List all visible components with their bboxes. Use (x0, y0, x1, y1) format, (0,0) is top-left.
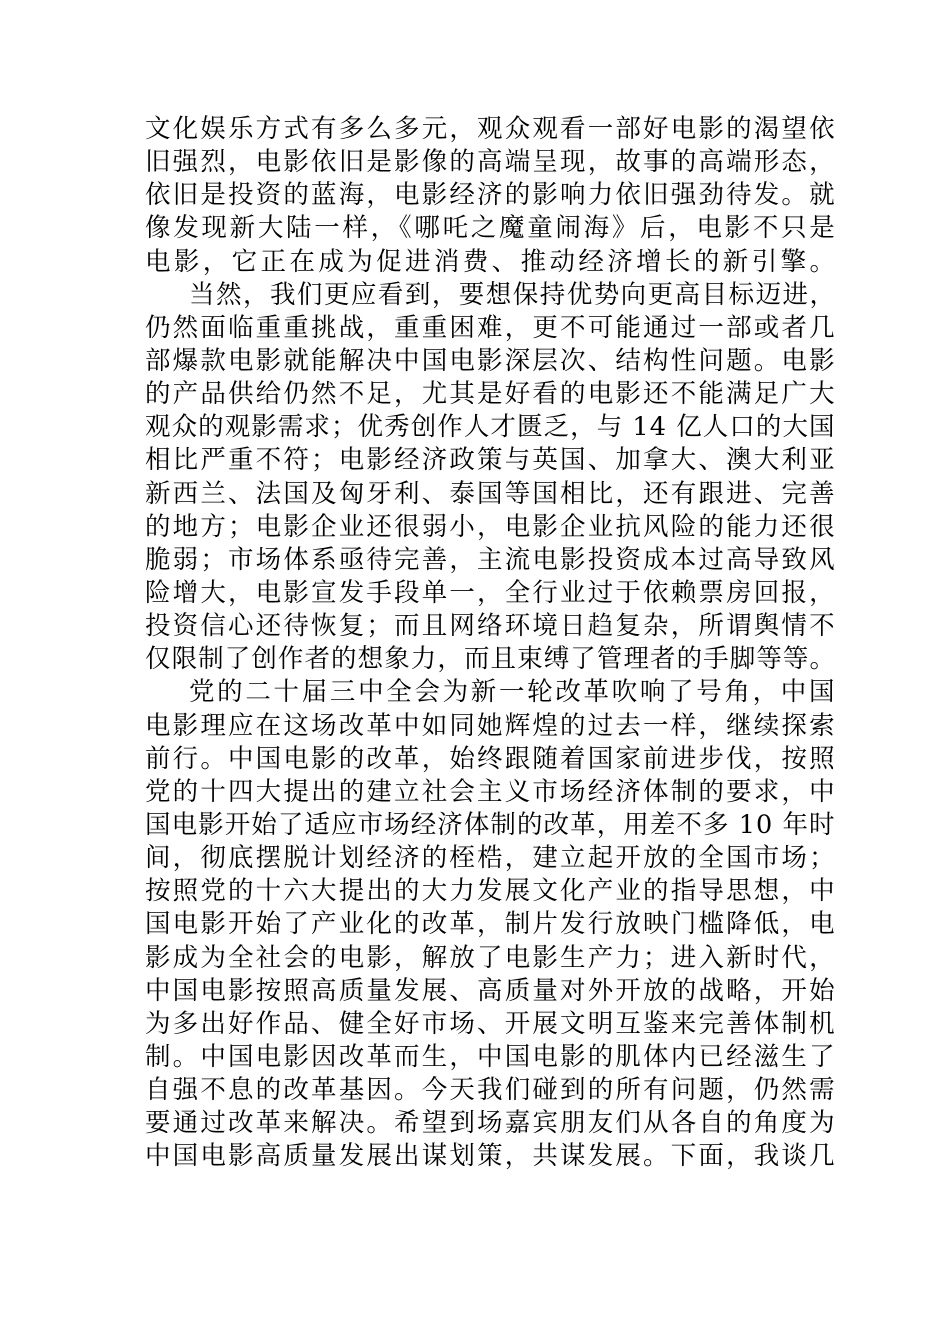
text-line: 国电影开始了产业化的改革，制片发行放映门槛降低，电 (145, 909, 837, 940)
text-line: 电影，它正在成为促进消费、推动经济增长的新引擎。 (145, 246, 839, 277)
text-line: 电影理应在这场改革中如同她辉煌的过去一样，继续探索 (145, 710, 837, 741)
text-line: 按照党的十六大提出的大力发展文化产业的指导思想，中 (145, 876, 837, 907)
text-line: 间，彻底摆脱计划经济的桎梏，建立起开放的全国市场； (145, 843, 837, 874)
text-line: 像发现新大陆一样，《哪吒之魔童闹海》后，电影不只是 (145, 213, 838, 244)
text-line: 仍然面临重重挑战，重重困难，更不可能通过一部或者几 (145, 312, 837, 343)
text-line: 仅限制了创作者的想象力，而且束缚了管理者的手脚等等。 (145, 644, 837, 675)
paragraph (145, 279, 835, 677)
text-line: 部爆款电影就能解决中国电影深层次、结构性问题。电影 (145, 345, 837, 376)
text-line: 相比严重不符；电影经济政策与英国、加拿大、澳大利亚 (145, 445, 837, 476)
text-line: 国电影开始了适应市场经济体制的改革，用差不多 10 年时 (145, 809, 836, 840)
text-line: 文化娱乐方式有多么多元，观众观看一部好电影的渴望依 (145, 114, 837, 144)
text-line: 旧强烈，电影依旧是影像的高端呈现，故事的高端形态， (145, 147, 837, 178)
text-line: 自强不息的改革基因。今天我们碰到的所有问题，仍然需 (145, 1075, 837, 1106)
text-line: 党的二十届三中全会为新一轮改革吹响了号角，中国 (189, 677, 838, 708)
text-line: 中国电影按照高质量发展、高质量对外开放的战略，开始 (145, 975, 837, 1006)
text-line: 当然，我们更应看到，要想保持优势向更高目标迈进， (189, 279, 837, 310)
paragraph (145, 676, 838, 1173)
text-line: 险增大，电影宣发手段单一，全行业过于依赖票房回报， (145, 577, 837, 608)
text-line: 观众的观影需求；优秀创作人才匮乏，与 14 亿人口的大国 (145, 412, 836, 443)
body-text (145, 113, 839, 1174)
paragraph (145, 113, 839, 279)
text-line: 制。中国电影因改革而生，中国电影的肌体内已经滋生了 (145, 1041, 837, 1072)
text-line: 为多出好作品、健全好市场、开展文明互鉴来完善体制机 (145, 1008, 837, 1039)
text-line: 脆弱；市场体系亟待完善，主流电影投资成本过高导致风 (145, 544, 837, 575)
text-line: 影成为全社会的电影，解放了电影生产力；进入新时代， (145, 942, 837, 973)
text-line: 的产品供给仍然不足，尤其是好看的电影还不能满足广大 (145, 379, 837, 410)
text-line: 要通过改革来解决。希望到场嘉宾朋友们从各自的角度为 (145, 1108, 837, 1139)
text-line: 党的十四大提出的建立社会主义市场经济体制的要求，中 (145, 776, 837, 807)
text-line: 依旧是投资的蓝海，电影经济的影响力依旧强劲待发。就 (145, 180, 837, 211)
text-line: 中国电影高质量发展出谋划策，共谋发展。下面，我谈几 (145, 1141, 837, 1172)
text-line: 投资信心还待恢复；而且网络环境日趋复杂，所谓舆情不 (145, 611, 837, 642)
text-line: 新西兰、法国及匈牙利、泰国等国相比，还有跟进、完善 (145, 478, 837, 509)
text-line: 前行。中国电影的改革，始终跟随着国家前进步伐，按照 (145, 743, 837, 774)
text-line: 的地方；电影企业还很弱小，电影企业抗风险的能力还很 (145, 511, 837, 542)
